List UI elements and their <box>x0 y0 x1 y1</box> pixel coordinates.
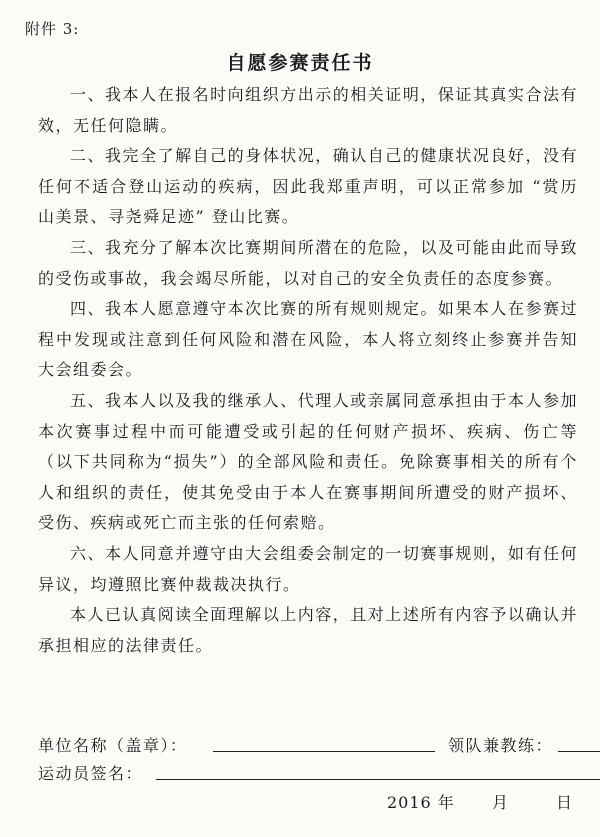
date-day: 日 <box>556 793 574 812</box>
clause-1: 一、我本人在报名时向组织方出示的相关证明，保证其真实合法有效，无任何隐瞒。 <box>38 85 578 135</box>
athlete-signature-field[interactable] <box>156 761 600 780</box>
clause-2: 二、我完全了解自己的身体状况，确认自己的健康状况良好，没有任何不适合登山运动的疾病，因此我郑重声明，可以正常参加 “赏历山美景、寻尧舜足迹” 登山比赛。 <box>38 146 578 227</box>
coach-label: 领队兼教练： <box>448 736 554 755</box>
coach-field[interactable] <box>558 733 600 752</box>
clause-4: 四、我本人愿意遵守本次比赛的所有规则规定。如果本人在参赛过程中发现或注意到任何风险和潜在风险，本人将立刻终止参赛并告知大会组委会。 <box>38 299 578 380</box>
document-body <box>38 80 578 661</box>
unit-name-field[interactable] <box>213 733 435 752</box>
document-title: 自愿参赛责任书 <box>226 52 374 74</box>
clause-6: 六、本人同意并遵守由大会组委会制定的一切赛事规则，如有任何异议，均遵照比赛仲裁裁决执行。 <box>38 543 578 594</box>
date-month: 月 <box>492 793 510 812</box>
athlete-signature-label: 运动员签名： <box>38 764 144 783</box>
athlete-signature-row <box>38 761 583 785</box>
unit-name-label: 单位名称（盖章）： <box>38 736 188 755</box>
clause-3: 三、我充分了解本次比赛期间所潜在的危险，以及可能由此而导致的受伤或事故，我会竭尽所能，以对自己的安全负责任的态度参赛。 <box>38 237 578 288</box>
unit-signature-row <box>38 733 583 757</box>
clause-5: 五、我本人以及我的继承人、代理人或亲属同意承担由于本人参加本次赛事过程中而可能遭受或引起的任何财产损坏、疾病、伤亡等（以下共同称为“损失”）的全部风险和责任。免除赛事相关的所有个人和组织的责任，使其免受由于本人在赛事期间所遭受的财产损坏、受伤、疾病或死亡而主张的任何索赔。 <box>38 390 578 533</box>
attachment-label: 附件 3: <box>25 20 80 38</box>
date-year: 2016 年 <box>387 793 455 812</box>
confirmation-statement: 本人已认真阅读全面理解以上内容，且对上述所有内容予以确认并承担相应的法律责任。 <box>38 605 578 655</box>
